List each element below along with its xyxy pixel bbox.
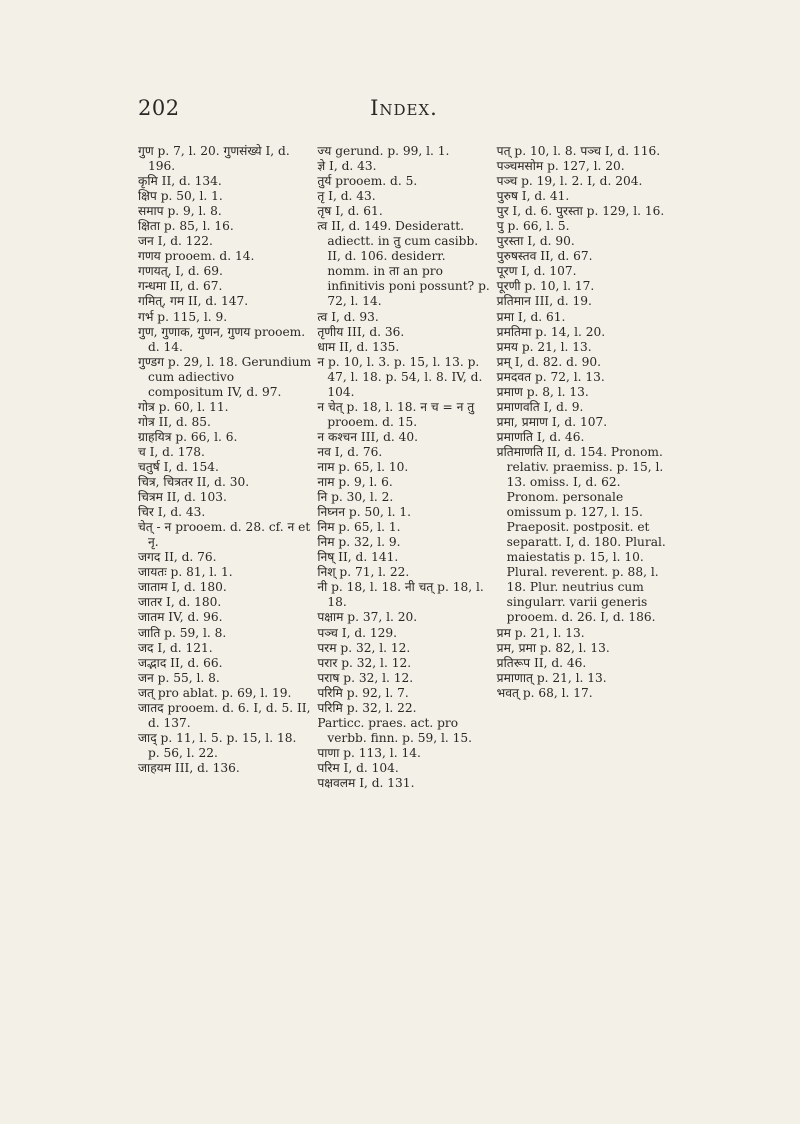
index-entry: जत् pro ablat. p. 69, l. 19.	[138, 685, 292, 700]
index-entry: प्रतिमाणति II, d. 154. Pronom. relativ. praemiss. p. 15, l. 13. omiss. I, d. 62. Pronom. personale omissum p. 127, l. 15. Praeposit. postposit. et separatt. I, d. 180. Plural. maiestatis p. 15, l. 10. Plural. reverent. p. 88, l. 18. Plur. neutrius cum singularr. varii generis prooem. d. 26. I, d. 186.	[496, 444, 666, 625]
index-columns	[138, 144, 670, 1084]
index-entry: नव I, d. 76.	[317, 444, 383, 459]
index-entry: जातम IV, d. 96.	[138, 610, 223, 625]
index-entry: कृमि II, d. 134.	[138, 174, 222, 189]
page-number: 202	[138, 96, 180, 120]
index-column-1	[138, 144, 311, 1084]
index-entry: क्षिता p. 85, l. 16.	[138, 219, 234, 234]
index-entry: प्रमय p. 21, l. 13.	[496, 339, 592, 354]
index-entry: गोत्र II, d. 85.	[138, 414, 211, 429]
index-entry: पराष p. 32, l. 12.	[317, 670, 414, 685]
index-entry: पक्षवलम I, d. 131.	[317, 775, 415, 790]
index-entry: न चेत् p. 18, l. 18. न च = न तु prooem. d. 15.	[317, 399, 475, 429]
index-entry: क्षिप p. 50, l. 1.	[138, 189, 223, 204]
index-entry: समाप p. 9, l. 8.	[138, 204, 222, 219]
index-entry: न p. 10, l. 3. p. 15, l. 13. p. 47, l. 18. p. 54, l. 8. IV, d. 104.	[317, 354, 483, 399]
index-entry: गोत्र p. 60, l. 11.	[138, 399, 229, 414]
index-entry: च I, d. 178.	[138, 444, 205, 459]
index-entry: गुण्डग p. 29, l. 18. Gerundium cum adiectivo compositum IV, d. 97.	[138, 354, 312, 399]
index-entry: पूरण I, d. 107.	[496, 264, 577, 279]
index-entry: गणय prooem. d. 14.	[138, 249, 255, 264]
index-entry: प्रमा, प्रमाण I, d. 107.	[496, 414, 608, 429]
index-entry: प्रमदवत p. 72, l. 13.	[496, 369, 605, 384]
index-entry: पुरुषस्तव II, d. 67.	[496, 249, 593, 264]
index-entry: त्व II, d. 149. Desideratt. adiectt. in तु cum casibb. II, d. 106. desiderr. nomm. in ता an pro infinitivis poni possunt? p. 72, l. 14.	[317, 219, 490, 309]
index-entry: ज्य gerund. p. 99, l. 1.	[317, 144, 450, 158]
index-entry: निष् II, d. 141.	[317, 550, 399, 565]
index-entry: जाताम I, d. 180.	[138, 580, 227, 595]
index-entry: जाद् p. 11, l. 5. p. 15, l. 18. p. 56, l. 22.	[138, 730, 297, 760]
index-entry: जाहयम III, d. 136.	[138, 760, 240, 775]
index-entry: पञ्चमसोम p. 127, l. 20.	[496, 159, 625, 174]
index-entry: ज्ञे I, d. 43.	[317, 159, 377, 174]
index-entry: निम p. 65, l. 1.	[317, 520, 401, 535]
index-entry: त्व I, d. 93.	[317, 309, 379, 324]
index-entry: नाम p. 9, l. 6.	[317, 475, 393, 490]
index-entry: निघ्नन p. 50, l. 1.	[317, 505, 412, 520]
index-entry: पूरणी p. 10, l. 17.	[496, 279, 595, 294]
index-entry: परिमि p. 92, l. 7.	[317, 685, 409, 700]
index-entry: जायतः p. 81, l. 1.	[138, 565, 233, 580]
index-entry: प्रमाणात् p. 21, l. 13.	[496, 670, 607, 685]
index-entry: पु p. 66, l. 5.	[496, 219, 570, 234]
index-entry: जाति p. 59, l. 8.	[138, 625, 227, 640]
index-entry: न कश्चन III, d. 40.	[317, 429, 419, 444]
index-entry: परिम I, d. 104.	[317, 760, 399, 775]
index-entry: निश् p. 71, l. 22.	[317, 565, 410, 580]
index-entry: प्रमाणति I, d. 46.	[496, 429, 585, 444]
index-entry: गुण, गुणाक, गुणन, गुणय prooem. d. 14.	[138, 324, 306, 354]
page-header	[138, 96, 670, 132]
index-entry: पञ्च I, d. 129.	[317, 625, 398, 640]
index-entry: नाम p. 65, l. 10.	[317, 459, 409, 474]
index-entry: चित्रम II, d. 103.	[138, 490, 227, 505]
index-entry: नी p. 18, l. 18. नी चत् p. 18, l. 18.	[317, 580, 484, 610]
index-entry: जातद prooem. d. 6. I, d. 5. II, d. 137.	[138, 700, 311, 730]
index-entry: चित्र, चित्रतर II, d. 30.	[138, 475, 250, 490]
index-entry: Particc. praes. act. pro verbb. finn. p. 59, l. 15.	[317, 715, 473, 745]
index-entry: चतुर्ष I, d. 154.	[138, 459, 219, 474]
index-entry: प्रमतिमा p. 14, l. 20.	[496, 324, 606, 339]
index-entry: चेत् - न prooem. d. 28. cf. न et नृ.	[138, 520, 311, 550]
index-entry: प्रमाणवति I, d. 9.	[496, 399, 584, 414]
index-entry: जद I, d. 121.	[138, 640, 213, 655]
index-entry: परार p. 32, l. 12.	[317, 655, 412, 670]
index-entry: प्रम p. 21, l. 13.	[496, 625, 585, 640]
index-entry: गमित्, गम II, d. 147.	[138, 294, 249, 309]
index-entry: निम p. 32, l. 9.	[317, 535, 401, 550]
index-entry: भवत् p. 68, l. 17.	[496, 685, 593, 700]
index-entry: जद्भाद II, d. 66.	[138, 655, 223, 670]
index-entry: जन I, d. 122.	[138, 234, 213, 249]
index-entry: प्रतिमान III, d. 19.	[496, 294, 592, 309]
index-entry: पुरस्ता I, d. 90.	[496, 234, 575, 249]
index-entry: गन्धमा II, d. 67.	[138, 279, 223, 294]
index-entry: नि p. 30, l. 2.	[317, 490, 394, 505]
index-entry: प्रतिरूप II, d. 46.	[496, 655, 587, 670]
index-entry: गर्भ p. 115, l. 9.	[138, 309, 228, 324]
index-column-2	[317, 144, 490, 1084]
index-entry: पुरुष I, d. 41.	[496, 189, 570, 204]
index-entry: चिर I, d. 43.	[138, 505, 206, 520]
index-entry: तृष I, d. 61.	[317, 204, 383, 219]
index-entry: प्रम् I, d. 82. d. 90.	[496, 354, 602, 369]
index-entry: जातर I, d. 180.	[138, 595, 222, 610]
index-entry: प्रम, प्रमा p. 82, l. 13.	[496, 640, 610, 655]
index-entry: प्रमाण p. 8, l. 13.	[496, 384, 589, 399]
index-entry: पञ्च p. 19, l. 2. I, d. 204.	[496, 174, 643, 189]
index-entry: गुण p. 7, l. 20. गुणसंख्ये I, d. 196.	[138, 144, 290, 174]
index-entry: गणयत्, I, d. 69.	[138, 264, 223, 279]
index-entry: पाणा p. 113, l. 14.	[317, 745, 421, 760]
index-entry: धाम II, d. 135.	[317, 339, 400, 354]
index-entry: परिमि p. 32, l. 22.	[317, 700, 417, 715]
index-entry: तुर्य prooem. d. 5.	[317, 174, 418, 189]
running-title: Index.	[370, 96, 438, 120]
index-entry: जगद II, d. 76.	[138, 550, 217, 565]
index-entry: प्रमा I, d. 61.	[496, 309, 566, 324]
index-entry: पक्षाम p. 37, l. 20.	[317, 610, 418, 625]
index-entry: पत् p. 10, l. 8. पञ्च I, d. 116.	[496, 144, 661, 158]
index-column-3	[497, 144, 670, 1084]
index-entry: पुर I, d. 6. पुरस्ता p. 129, l. 16.	[496, 204, 665, 219]
index-entry: जन p. 55, l. 8.	[138, 670, 220, 685]
index-entry: तृ I, d. 43.	[317, 189, 376, 204]
index-entry: परम p. 32, l. 12.	[317, 640, 411, 655]
index-entry: तृणीय III, d. 36.	[317, 324, 405, 339]
index-entry: ग्राहयित्र p. 66, l. 6.	[138, 429, 238, 444]
